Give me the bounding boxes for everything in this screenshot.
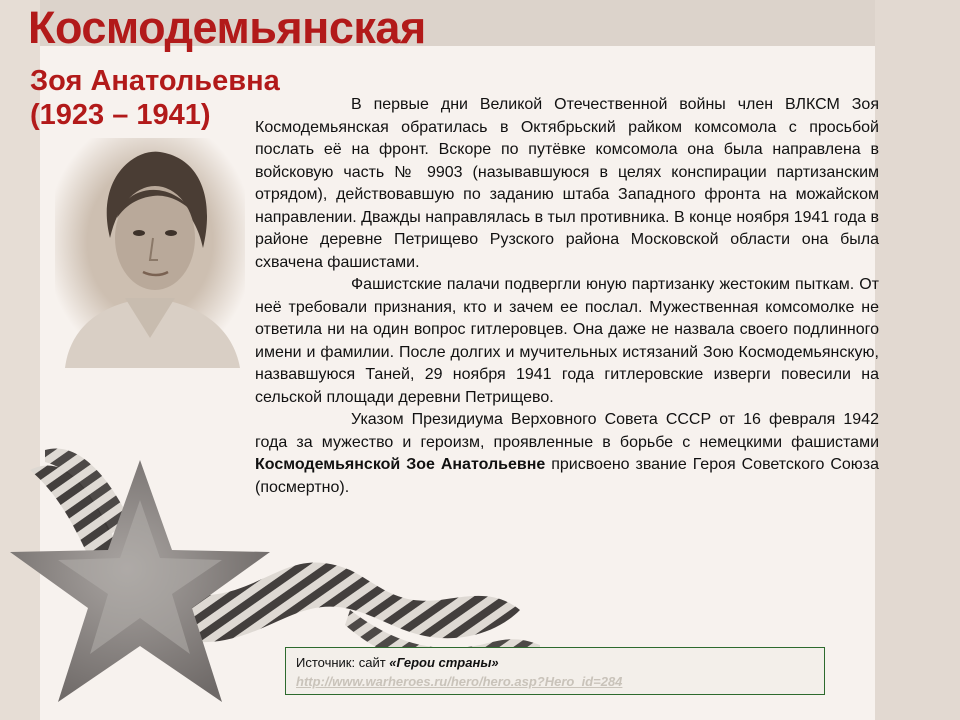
biography-text bbox=[255, 94, 879, 499]
paragraph-3 bbox=[255, 409, 879, 499]
paragraph-3-end: присвоено звание Героя Советского Союза (посмертно). bbox=[255, 456, 880, 496]
subtitle-years: (1923 – 1941) bbox=[30, 99, 211, 131]
source-box bbox=[285, 647, 825, 695]
page-title: Космодемьянская bbox=[28, 2, 426, 53]
source-prefix: Источник: сайт bbox=[296, 655, 390, 670]
source-line bbox=[296, 653, 814, 672]
paragraph-2: Фашистские палачи подвергли юную партизанку жестоким пыткам. От неё требовали признания, кто и зачем ее послал. Мужественная комсомолке не ответила ни на один вопрос гитлеровцев. Она даже не назвала своего подлинного имени и фамилии. После долгих и мучительных истязаний Зою Космодемьянскую, назвавшуюся Таней, 29 ноября 1941 года гитлеровские изверги повесили на сельской площади деревни Петрищево. bbox=[255, 276, 879, 406]
source-link[interactable]: http://www.warheroes.ru/hero/hero.asp?Hero_id=284 bbox=[296, 674, 623, 689]
portrait-photo bbox=[55, 138, 245, 368]
paragraph-3-bold: Космодемьянской Зое Анатольевне bbox=[255, 456, 546, 473]
paragraph-3-start: Указом Президиума Верховного Совета СССР от 16 февраля 1942 года за мужество и героизм, проявленные в борьбе с немецкими фашистами bbox=[255, 411, 879, 451]
background-band-right bbox=[875, 0, 960, 720]
source-site: «Герои страны» bbox=[389, 655, 499, 670]
paragraph-1: В первые дни Великой Отечественной войны член ВЛКСМ Зоя Космодемьянская обратилась в Октябрьский райком комсомола с просьбой послать её на фронт. Вскоре по путёвке комсомола она была направлена в войсковую часть № 9903 (называвшуюся в целях конспирации партизанским отрядом), действовавшую по заданию штаба Западного фронта на можайском направлении. Дважды направлялась в тыл противника. В конце ноября 1941 года в районе деревне Петрищево Рузского района Московской области она была схвачена фашистами. bbox=[255, 96, 879, 271]
subtitle-name: Зоя Анатольевна bbox=[30, 65, 280, 97]
subtitle bbox=[30, 64, 280, 132]
